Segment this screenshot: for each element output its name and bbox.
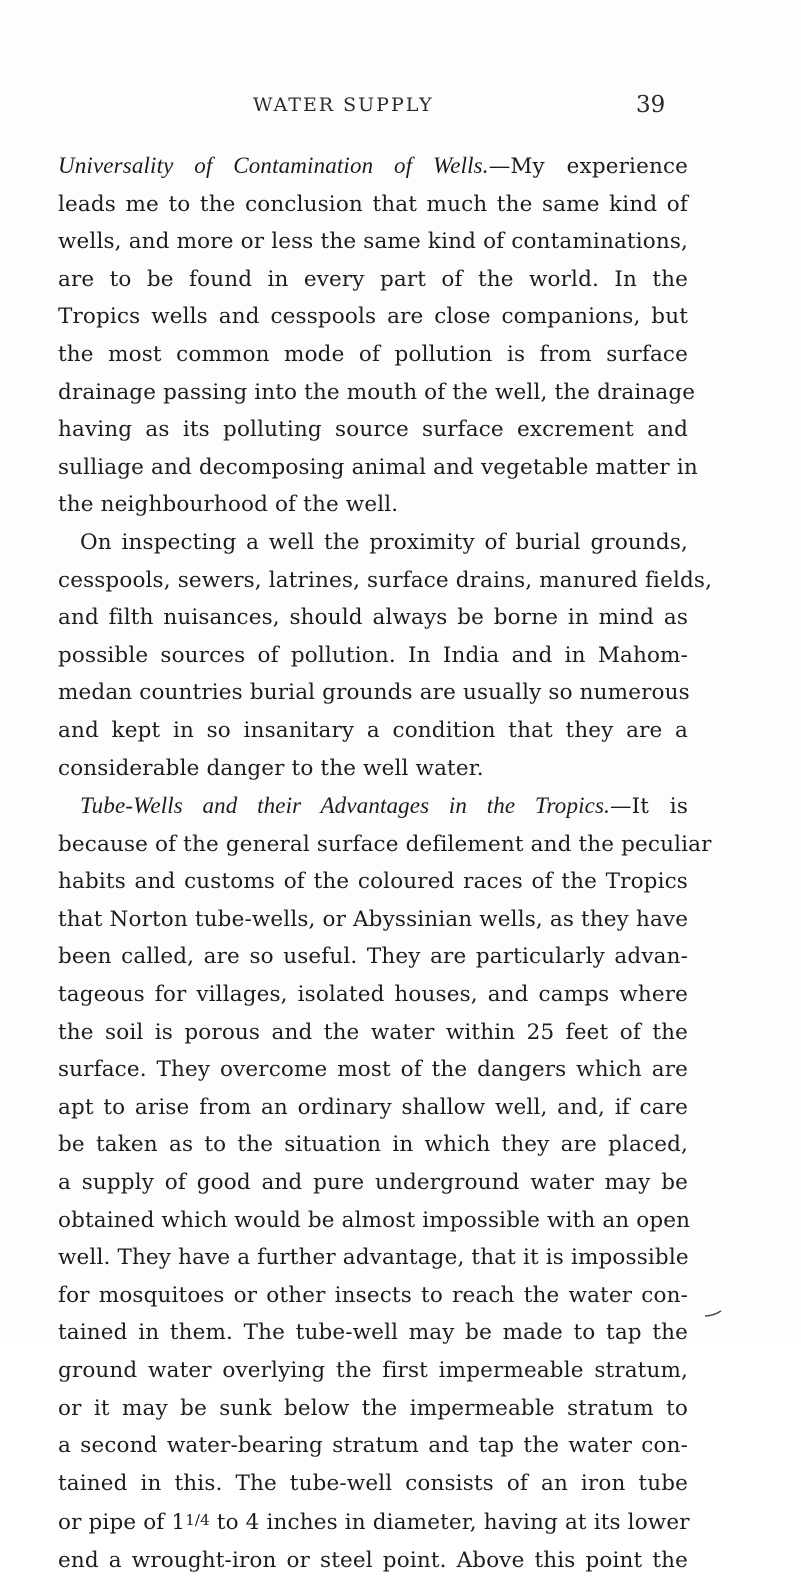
text-line: a supply of good and pure underground water may be <box>58 1170 688 1196</box>
text-line <box>58 1502 688 1542</box>
text-line: the most common mode of pollution is from surface <box>58 341 688 367</box>
text-line: that Norton tube-wells, or Abyssinian wells, as they have <box>58 906 689 932</box>
text-line: having as its polluting source surface excrement and <box>58 417 688 443</box>
text-line: the neighbourhood of the well. <box>58 492 399 518</box>
text-line <box>58 787 688 826</box>
page-number: 39 <box>636 92 666 118</box>
text-line: and kept in so insanitary a condition that they are a <box>58 717 688 743</box>
text-line: drainage passing into the mouth of the well, the drainage <box>58 379 696 405</box>
text-line: ground water overlying the first impermeable stratum, <box>58 1358 688 1383</box>
text-fragment: or pipe of 1 <box>58 1510 186 1536</box>
fraction: 1/4 <box>185 1511 210 1530</box>
text-line: or it may be sunk below the impermeable stratum to <box>58 1395 688 1421</box>
text-line: medan countries burial grounds are usually so numerous <box>58 680 690 706</box>
text-line: the soil is porous and the water within 25 feet of the <box>58 1019 688 1045</box>
text-line: tageous for villages, isolated houses, and camps where <box>58 982 688 1008</box>
text-line: cesspools, sewers, latrines, surface drains, manured fields, <box>58 567 713 593</box>
text-line: Tropics wells and cesspools are close companions, but <box>58 304 688 330</box>
text-line: tained in them. The tube-well may be made to tap the <box>58 1320 688 1346</box>
text-line: On inspecting a well the proximity of burial grounds, <box>80 529 688 555</box>
text-line: and filth nuisances, should always be borne in mind as <box>58 605 688 631</box>
text-line: because of the general surface defilement and the peculiar <box>58 831 712 857</box>
text-line: apt to arise from an ordinary shallow well, and, if care <box>58 1094 688 1120</box>
text-fragment: to 4 inches in diameter, having at its lower <box>209 1510 690 1536</box>
running-head: WATER SUPPLY <box>253 94 434 116</box>
text-line: wells, and more or less the same kind of contaminations, <box>58 229 688 255</box>
text-line <box>58 147 688 186</box>
ink-mark <box>704 1310 722 1318</box>
text-line: considerable danger to the well water. <box>58 755 484 781</box>
section-heading: Universality of Contamination of Wells. <box>58 153 489 178</box>
text-line: possible sources of pollution. In India and in Mahom- <box>58 642 688 668</box>
text-line: surface. They overcome most of the dangers which are <box>58 1057 688 1083</box>
text-line: end a wrought-iron or steel point. Above this point the <box>58 1547 688 1573</box>
text-line: been called, are so useful. They are particularly advan- <box>58 944 688 970</box>
text-line: a second water-bearing stratum and tap the water con- <box>58 1433 688 1459</box>
body-text <box>58 147 713 1580</box>
text-line: are to be found in every part of the world. In the <box>58 266 688 292</box>
text-fragment: —My experience <box>488 154 689 179</box>
text-line: tained in this. The tube-well consists of an iron tube <box>58 1470 688 1496</box>
text-line: habits and customs of the coloured races of the Tropics <box>58 869 688 895</box>
section-heading: Tube-Wells and their Advantages in the Tropics. <box>80 793 610 819</box>
text-line: sulliage and decomposing animal and vegetable matter in <box>58 454 698 480</box>
text-fragment: —It is <box>610 794 688 820</box>
text-line: leads me to the conclusion that much the same kind of <box>58 191 688 217</box>
text-line: be taken as to the situation in which they are placed, <box>58 1132 688 1158</box>
text-line: obtained which would be almost impossible with an open <box>58 1207 691 1233</box>
text-line: well. They have a further advantage, that it is impossible <box>58 1245 689 1271</box>
text-line: for mosquitoes or other insects to reach the water con- <box>58 1282 688 1308</box>
